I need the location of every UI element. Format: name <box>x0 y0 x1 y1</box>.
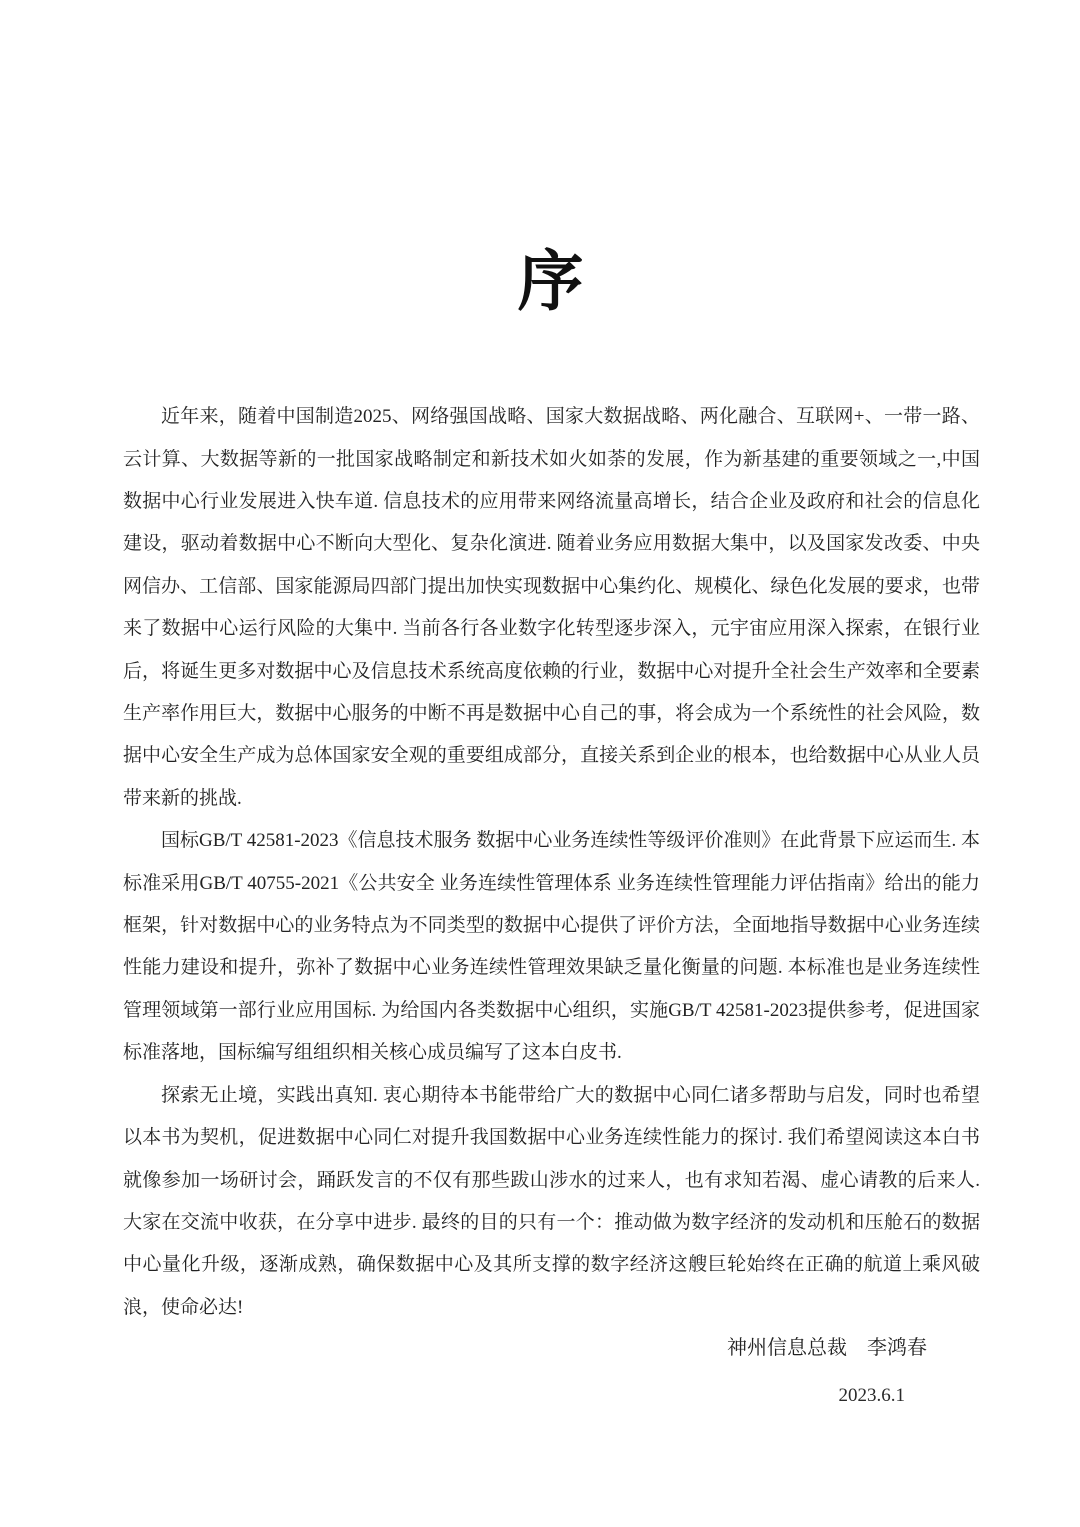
document-body <box>0 396 1080 1329</box>
paragraph-background: 近年来，随着中国制造2025、网络强国战略、国家大数据战略、两化融合、互联网+、一带一路、云计算、大数据等新的一批国家战略制定和新技术如火如荼的发展，作为新基建的重要领域之一,中国数据中心行业发展进入快车道. 信息技术的应用带来网络流量高增长，结合企业及政府和社会的信息化建设，驱动着数据中心不断向大型化、复杂化演进. 随着业务应用数据大集中，以及国家发改委、中央网信办、工信部、国家能源局四部门提出加快实现数据中心集约化、规模化、绿色化发展的要求，也带来了数据中心运行风险的大集中. 当前各行各业数字化转型逐步深入，元宇宙应用深入探索，在银行业后，将诞生更多对数据中心及信息技术系统高度依赖的行业，数据中心对提升全社会生产效率和全要素生产率作用巨大，数据中心服务的中断不再是数据中心自己的事，将会成为一个系统性的社会风险，数据中心安全生产成为总体国家安全观的重要组成部分，直接关系到企业的根本，也给数据中心从业人员带来新的挑战. <box>123 406 980 809</box>
signature-date: 2023.6.1 <box>838 1385 905 1407</box>
signature: 神州信息总裁 李鸿春 <box>727 1337 927 1360</box>
paragraph-standard: 国标GB/T 42581-2023《信息技术服务 数据中心业务连续性等级评价准则》在此背景下应运而生. 本标准采用GB/T 40755-2021《公共安全 业务连续性管理体系 业务连续性管理能力评估指南》给出的能力框架，针对数据中心的业务特点为不同类型的数据中心提供了评价方法，全面地指导数据中心业务连续性能力建设和提升，弥补了数据中心业务连续性管理效果缺乏量化衡量的问题. 本标准也是业务连续性管理领域第一部行业应用国标. 为给国内各类数据中心组织，实施GB/T 42581-2023提供参考，促进国家标准落地，国标编写组组织相关核心成员编写了这本白皮书. <box>123 830 980 1064</box>
paragraph-outlook: 探索无止境，实践出真知. 衷心期待本书能带给广大的数据中心同仁诸多帮助与启发，同时也希望以本书为契机，促进数据中心同仁对提升我国数据中心业务连续性能力的探讨. 我们希望阅读这本白书就像参加一场研讨会，踊跃发言的不仅有那些跋山涉水的过来人，也有求知若渴、虚心请教的后来人. 大家在交流中收获，在分享中进步. 最终的目的只有一个：推动做为数字经济的发动机和压舱石的数据中心量化升级，逐渐成熟，确保数据中心及其所支撑的数字经济这艘巨轮始终在正确的航道上乘风破浪，使命必达! <box>123 1084 980 1318</box>
page-title: 序 <box>517 246 586 319</box>
